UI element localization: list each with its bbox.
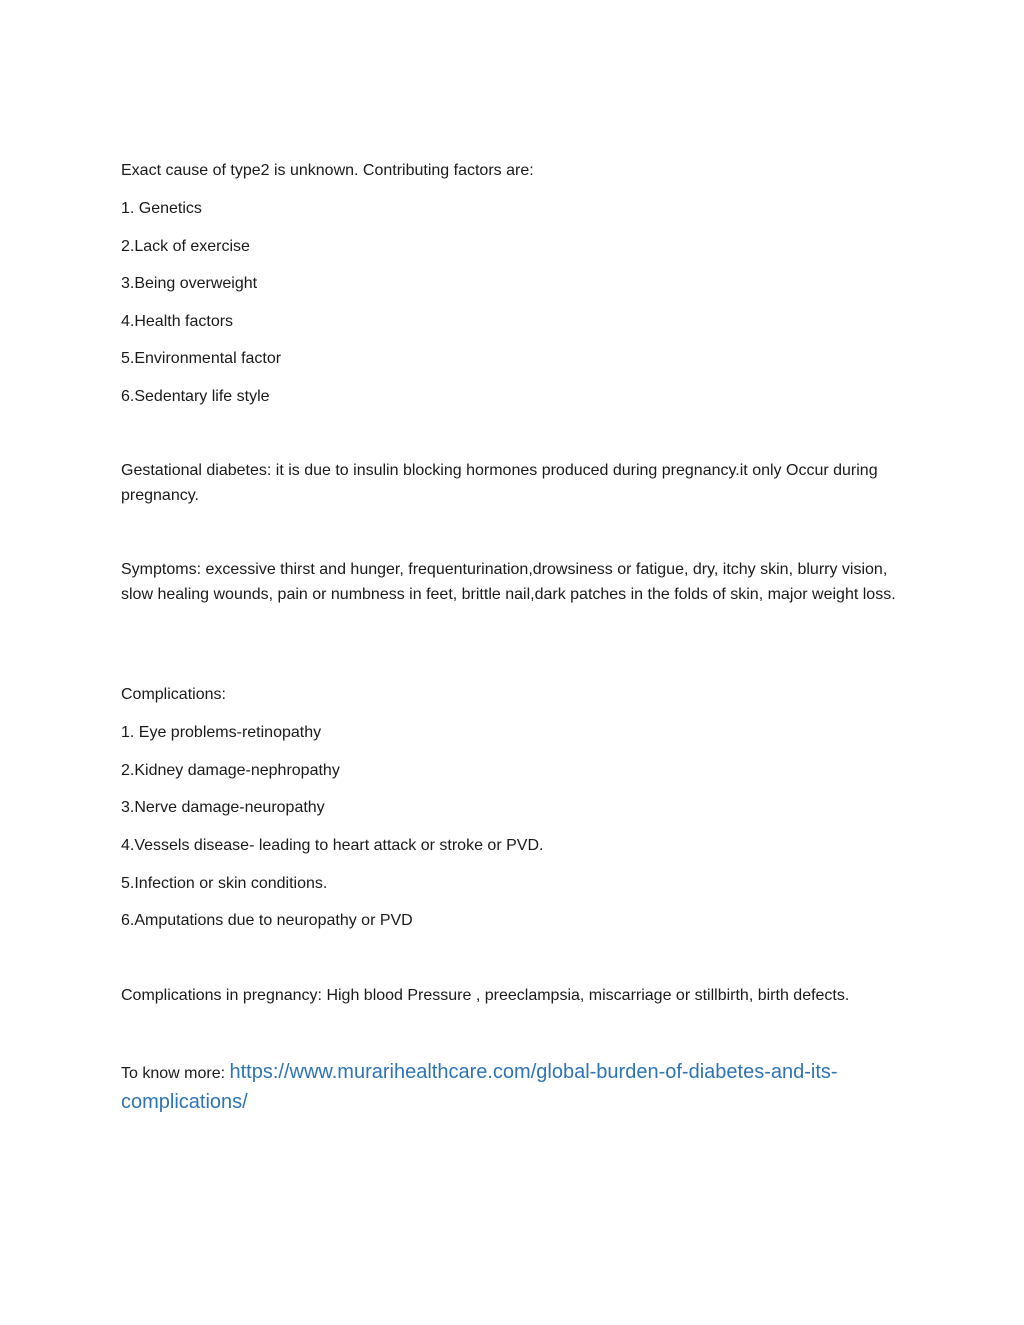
document-page xyxy=(121,0,911,1325)
symptoms-paragraph: Symptoms: excessive thirst and hunger, frequenturination,drowsiness or fatigue, dry, itchy skin, blurry vision, slow healing wounds, pain or numbness in feet, brittle nail,dark patches in the folds of skin, major weight loss. xyxy=(121,561,896,603)
know-more-link[interactable]: https://www.murarihealthcare.com/global-burden-of-diabetes-and-its-complications/ xyxy=(121,1061,838,1113)
cause-item-health: 4.Health factors xyxy=(121,313,234,330)
know-more-paragraph xyxy=(121,1058,911,1118)
know-more-label: To know more: xyxy=(121,1065,230,1082)
gestational-paragraph: Gestational diabetes: it is due to insulin blocking hormones produced during pregnancy.it only Occur during pregnancy. xyxy=(121,462,878,504)
complication-item-infection: 5.Infection or skin conditions. xyxy=(121,875,328,892)
complications-heading: Complications: xyxy=(121,686,226,703)
cause-item-environmental: 5.Environmental factor xyxy=(121,350,282,367)
cause-item-sedentary: 6.Sedentary life style xyxy=(121,388,270,405)
complication-item-eye: 1. Eye problems-retinopathy xyxy=(121,724,322,741)
cause-item-overweight: 3.Being overweight xyxy=(121,275,258,292)
cause-item-genetics: 1. Genetics xyxy=(121,200,202,217)
cause-item-exercise: 2.Lack of exercise xyxy=(121,238,250,255)
complication-item-nerve: 3.Nerve damage-neuropathy xyxy=(121,799,325,816)
complication-item-vessels: 4.Vessels disease- leading to heart attack or stroke or PVD. xyxy=(121,837,544,854)
complication-item-amputations: 6.Amputations due to neuropathy or PVD xyxy=(121,912,413,929)
causes-intro: Exact cause of type2 is unknown. Contributing factors are: xyxy=(121,162,534,179)
complication-item-kidney: 2.Kidney damage-nephropathy xyxy=(121,762,340,779)
pregnancy-complications-paragraph: Complications in pregnancy: High blood Pressure , preeclampsia, miscarriage or stillbirth, birth defects. xyxy=(121,987,850,1004)
